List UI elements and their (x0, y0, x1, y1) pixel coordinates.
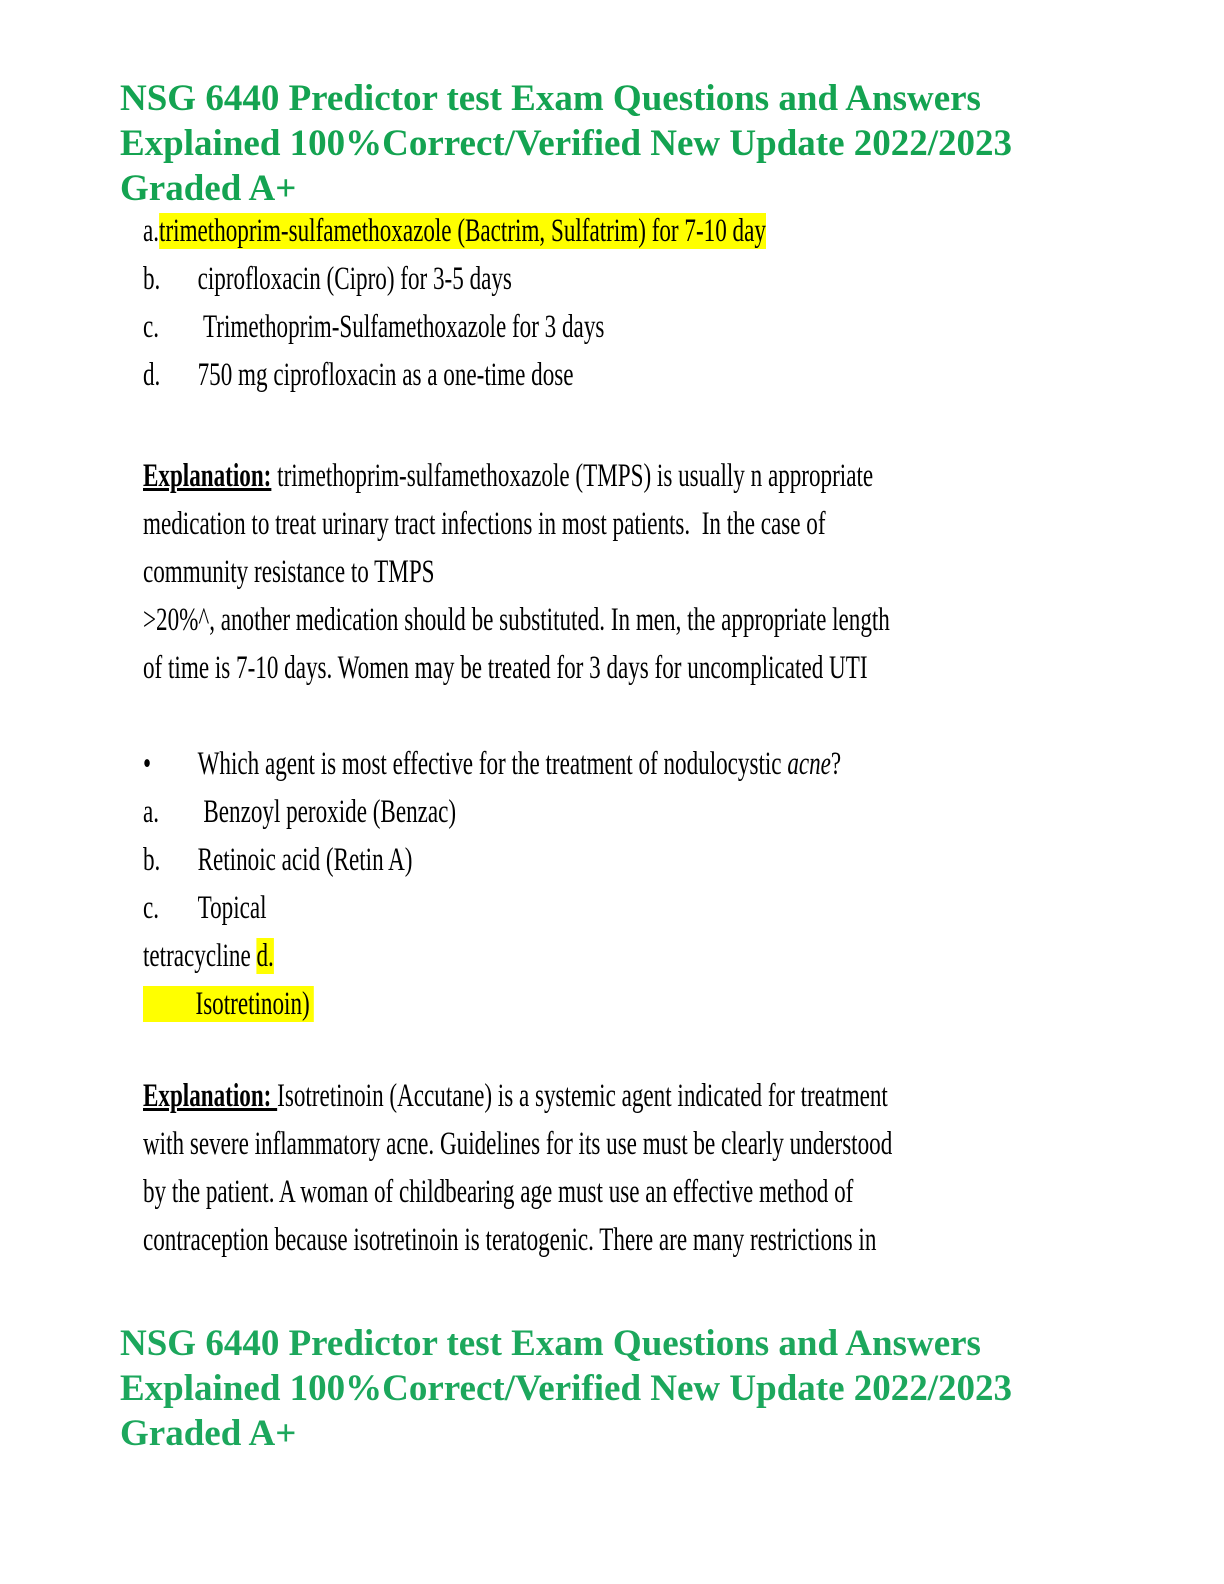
question1-options (143, 207, 1081, 399)
highlighted-answer: trimethoprim-sulfamethoxazole (Bactrim, Sulfatrim) for 7-10 day (159, 213, 766, 249)
explanation-1 (143, 452, 1081, 692)
bullet-icon: • (143, 746, 152, 782)
explanation-2 (143, 1072, 1081, 1264)
option-text: tetracycline (143, 938, 257, 974)
explanation-line: >20%^, another medication should be substituted. In men, the appropriate length (143, 602, 890, 638)
q2-answer-line (143, 980, 1081, 1028)
option-text: Benzoyl peroxide (Benzac) (197, 794, 457, 830)
option-marker: a. (143, 794, 160, 830)
q2-option-c (143, 884, 1081, 932)
q2-option-b (143, 836, 1081, 884)
highlighted-answer: Isotretinoin) (143, 986, 314, 1022)
explanation-line: with severe inflammatory acne. Guidelines for its use must be clearly understood (143, 1126, 893, 1162)
option-marker: c. (143, 309, 160, 345)
explanation-line: by the patient. A woman of childbearing age must use an effective method of (143, 1174, 854, 1210)
explanation-line: medication to treat urinary tract infections in most patients. In the case of (143, 506, 826, 542)
option-marker: c. (143, 890, 160, 926)
q1-option-c (143, 303, 1081, 351)
q1-option-d (143, 351, 1081, 399)
question-2 (143, 740, 1081, 1028)
q1-option-a (143, 207, 1081, 255)
question-text: ? (830, 746, 842, 782)
explanation-label: Explanation: (143, 458, 272, 494)
explanation-text: Isotretinoin (Accutane) is a systemic agent indicated for treatment (277, 1078, 888, 1114)
title-line: Graded A+ (120, 1413, 297, 1454)
option-marker: a. (143, 213, 160, 249)
title-line: Explained 100%Correct/Verified New Update 2022/2023 (120, 123, 1013, 164)
q2-wrap-line (143, 932, 1081, 980)
page-title-bottom (120, 1321, 1224, 1456)
title-line: NSG 6440 Predictor test Exam Questions and Answers (120, 78, 981, 119)
option-text: ciprofloxacin (Cipro) for 3-5 days (197, 261, 512, 297)
option-marker: b. (143, 261, 161, 297)
option-text: 750 mg ciprofloxacin as a one-time dose (197, 357, 574, 393)
option-marker: b. (143, 842, 161, 878)
explanation-line (143, 452, 1081, 500)
explanation-line: community resistance to TMPS (143, 554, 435, 590)
option-text: Retinoic acid (Retin A) (197, 842, 413, 878)
q2-question (143, 740, 1081, 788)
explanation-line (143, 1072, 1081, 1120)
highlighted-marker-d: d. (256, 938, 274, 974)
document-body (143, 207, 1081, 1264)
explanation-line: of time is 7-10 days. Women may be treated for 3 days for uncomplicated UTI (143, 650, 868, 686)
option-marker: d. (143, 357, 161, 393)
title-line: Explained 100%Correct/Verified New Update 2022/2023 (120, 1368, 1013, 1409)
question-text: Which agent is most effective for the treatment of nodulocystic (197, 746, 788, 782)
option-text: Trimethoprim-Sulfamethoxazole for 3 days (197, 309, 605, 345)
q1-option-b (143, 255, 1081, 303)
title-line: Graded A+ (120, 168, 297, 209)
title-line: NSG 6440 Predictor test Exam Questions and Answers (120, 1323, 981, 1364)
page-title-top (120, 76, 1224, 211)
explanation-line: contraception because isotretinoin is teratogenic. There are many restrictions in (143, 1222, 877, 1258)
explanation-text: trimethoprim-sulfamethoxazole (TMPS) is usually n appropriate (271, 458, 874, 494)
q2-option-a (143, 788, 1081, 836)
explanation-label: Explanation: (143, 1078, 278, 1114)
question-text-italic: acne (787, 746, 831, 782)
option-text: Topical (197, 890, 267, 926)
